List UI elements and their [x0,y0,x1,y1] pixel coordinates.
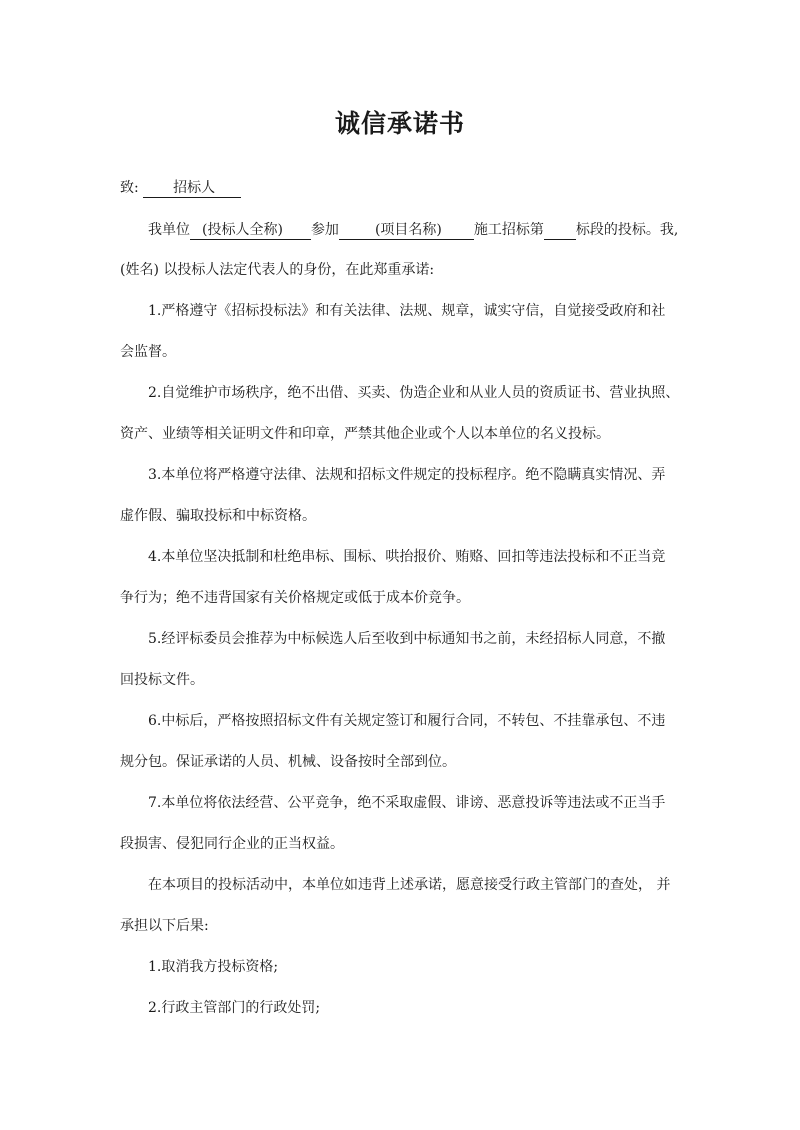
consequence-intro-line-2: 承担以下后果: [120,918,209,934]
commitment-7-line-1: 7.本单位将依法经营、公平竞争，绝不采取虚假、诽谤、恶意投诉等违法或不正当手 [148,795,666,811]
consequence-1: 1.取消我方投标资格; [148,959,279,975]
commitment-6-line-2: 规分包。保证承诺的人员、机械、设备按时全部到位。 [120,754,456,770]
recipient-line [120,178,680,198]
commitment-7-line-2: 段损害、侵犯同行企业的正当权益。 [120,836,344,852]
commitment-3-line-2: 虚作假、骗取投标和中标资格。 [120,508,316,524]
commitment-6-line-1: 6.中标后，严格按照招标文件有关规定签订和履行合同，不转包、不挂靠承包、不违 [148,713,666,729]
section-number-blank [544,221,576,240]
consequence-2: 2.行政主管部门的行政处罚; [148,1000,321,1016]
commitment-1-line-2: 会监督。 [120,344,176,360]
commitment-5-line-2: 回投标文件。 [120,672,204,688]
intro-text-3: 施工招标第 [473,222,544,238]
project-name-blank: (项目名称) [339,221,474,240]
commitment-3-line-1: 3.本单位将严格遵守法律、法规和招标文件规定的投标程序。绝不隐瞒真实情况、弄 [148,467,666,483]
recipient-prefix: 致: [120,180,139,196]
commitment-2-line-2: 资产、业绩等相关证明文件和印章，严禁其他企业或个人以本单位的名义投标。 [120,426,610,442]
recipient-blank: 招标人 [143,179,241,198]
intro-line-1 [120,220,708,240]
commitment-4-line-2: 争行为；绝不违背国家有关价格规定或低于成本价竞争。 [120,590,470,606]
commitment-1-line-1: 1.严格遵守《招标投标法》和有关法律、法规、规章，诚实守信，自觉接受政府和社 [148,303,666,319]
commitment-5-line-1: 5.经评标委员会推荐为中标候选人后至收到中标通知书之前，未经招标人同意，不撤 [148,631,666,647]
document-title: 诚信承诺书 [334,109,465,138]
intro-text-2: 参加 [310,222,339,238]
intro-text-4: 标段的投标。我, [575,222,679,238]
bidder-name-blank: (投标人全称) [190,221,311,240]
commitment-2-line-1: 2.自觉维护市场秩序，绝不出借、买卖、伪造企业和从业人员的资质证书、营业执照、 [148,385,680,401]
intro-line-2: (姓名) 以投标人法定代表人的身份，在此郑重承诺: [120,262,435,278]
consequence-intro-line-1: 在本项目的投标活动中，本单位如违背上述承诺，愿意接受行政主管部门的查处， 并 [148,877,671,893]
intro-text-1: 我单位 [148,222,190,238]
commitment-4-line-1: 4.本单位坚决抵制和杜绝串标、围标、哄抬报价、贿赂、回扣等违法投标和不正当竞 [148,549,666,565]
